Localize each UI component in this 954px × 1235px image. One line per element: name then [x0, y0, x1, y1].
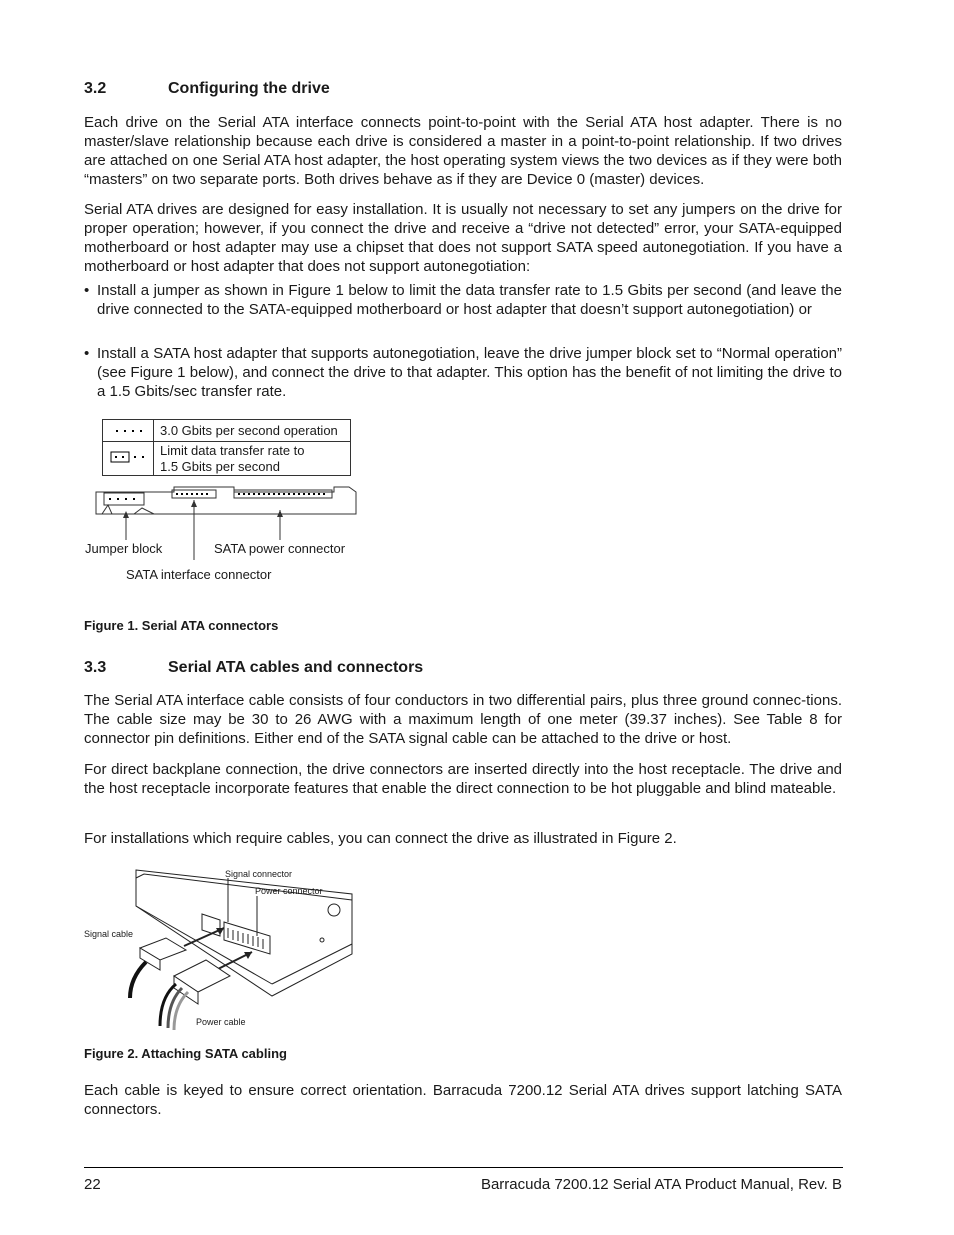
section-heading-3-2: [84, 80, 330, 98]
section-heading-3-3: [84, 659, 423, 677]
paragraph: Each cable is keyed to ensure correct orientation. Barracuda 7200.12 Serial ATA drives support latching SATA connectors.: [84, 1082, 842, 1118]
document-title: Barracuda 7200.12 Serial ATA Product Manual, Rev. B: [480, 1176, 842, 1193]
bullet-text: Install a jumper as shown in Figure 1 below to limit the data transfer rate to 1.5 Gbits per second (and leave the drive connected to the SATA-equipped motherboard or host adapter that doesn’t support autonegotiation) or: [97, 282, 842, 318]
jumper-option-label: 3.0 Gbits per second operation: [154, 420, 351, 442]
signal-connector-label: Signal connector: [225, 869, 293, 879]
jumper-settings-table: [102, 419, 351, 476]
footer-rule: [84, 1167, 843, 1168]
paragraph: The Serial ATA interface cable consists of four conductors in two differential pairs, plus three ground connec-tions. The cable size may be 30 to 26 AWG with a maximum length of one meter (39.37 inches). See Table 8 for connector pin definitions. Either end of the SATA signal cable can be attached to the drive or host.: [84, 692, 842, 747]
paragraph: Each drive on the Serial ATA interface connects point-to-point with the Serial ATA host adapter. There is no master/slave relationship because each drive is considered a master in a point-to-point relationship. If two drives are attached on one Serial ATA host adapter, the host operating system views the two devices as if they were both “masters” on two separate ports. Both drives behave as if they are Device 0 (master) devices.: [84, 114, 842, 188]
power-connector-label: Power connector: [255, 886, 323, 896]
sata-interface-connector-label: SATA interface connector: [126, 567, 272, 582]
paragraph: For installations which require cables, you can connect the drive as illustrated in Figure 2.: [84, 830, 677, 847]
page-number: 22: [84, 1176, 101, 1193]
limit-label-line2: 1.5 Gbits per second: [160, 458, 280, 474]
jumper-open-cell: [103, 420, 154, 442]
section-number: 3.2: [84, 80, 107, 97]
jumper-pins-limit-icon: [109, 450, 147, 464]
jumper-limit-cell: [103, 442, 154, 476]
bullet-item: [84, 344, 842, 401]
bullet-text: Install a SATA host adapter that supports autonegotiation, leave the drive jumper block set to “Normal operation” (see Figure 1 below), and connect the drive to that adapter. This option has the benefit of not limiting the drive to a 1.5 Gbits/sec transfer rate.: [97, 345, 842, 400]
jumper-pins-open-icon: [111, 427, 145, 435]
section-title: Serial ATA cables and connectors: [168, 659, 424, 676]
jumper-option-label: [154, 442, 351, 476]
limit-label-line1: Limit data transfer rate to: [160, 442, 305, 458]
figure-1-caption: Figure 1. Serial ATA connectors: [84, 618, 279, 633]
power-cable-label: Power cable: [196, 1017, 246, 1027]
paragraph: Serial ATA drives are designed for easy installation. It is usually not necessary to set any jumpers on the drive for proper operation; however, if you connect the drive and receive a “drive not detected” error, your SATA-equipped motherboard or host adapter may use a chipset that does not support SATA speed autonegotiation. If you have a motherboard or host adapter that does not support autonegotiation:: [84, 201, 842, 275]
bullet-item: [84, 281, 842, 319]
bullet-dot: •: [84, 345, 90, 362]
bullet-dot: •: [84, 282, 90, 299]
sata-power-connector-label: SATA power connector: [214, 541, 346, 556]
section-number: 3.3: [84, 659, 107, 676]
section-title: Configuring the drive: [168, 80, 330, 97]
signal-cable-label: Signal cable: [84, 929, 134, 939]
figure-2-caption: Figure 2. Attaching SATA cabling: [84, 1046, 287, 1061]
manual-page: [84, 0, 842, 1235]
jumper-block-label: Jumper block: [85, 541, 163, 556]
paragraph: For direct backplane connection, the drive connectors are inserted directly into the host receptacle. The drive and the host receptacle incorporate features that enable the direct connection to be hot pluggable and blind mateable.: [84, 761, 842, 797]
